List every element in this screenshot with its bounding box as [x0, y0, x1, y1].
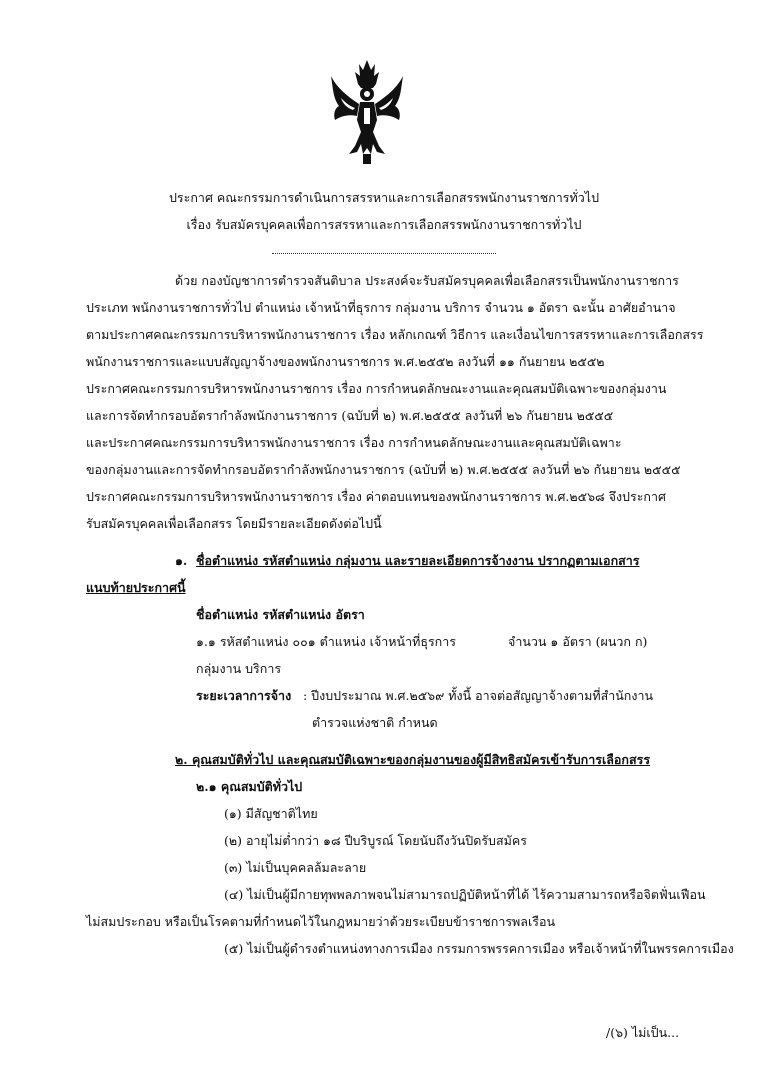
- announcement-subject: เรื่อง รับสมัครบุคคลเพื่อการสรรหาและการเลือกสรรพนักงานราชการทั่วไป: [186, 217, 582, 232]
- qualification-item-4: (๔) ไม่เป็นผู้มีกายทุพพลภาพจนไม่สามารถปฏิบัติหน้าที่ได้ ไร้ความสามารถหรือจิตฟั่นเฟือน: [224, 887, 706, 902]
- section-1-heading: ชื่อตำแหน่ง รหัสตำแหน่ง กลุ่มงาน และรายละเอียดการจ้างงาน ปรากฏตามเอกสาร: [196, 553, 640, 568]
- employment-period-text-cont: ตำรวจแห่งชาติ กำหนด: [312, 715, 438, 730]
- employment-period-label: ระยะเวลาการจ้าง: [196, 688, 292, 703]
- intro-line-7: และประกาศคณะกรรมการบริหารพนักงานราชการ เรื่อง การกำหนดลักษณะงานและคุณสมบัติเฉพาะ: [86, 435, 622, 450]
- qualification-item-1: (๑) มีสัญชาติไทย: [224, 806, 318, 821]
- intro-line-5: ประกาศคณะกรรมการบริหารพนักงานราชการ เรื่อง การกำหนดลักษณะงานและคุณสมบัติเฉพาะของกลุ่มงาน: [86, 381, 667, 396]
- section-1-heading-cont: แนบท้ายประกาศนี้: [86, 580, 186, 595]
- intro-line-2: ประเภท พนักงานราชการทั่วไป ตำแหน่ง เจ้าหน้าที่ธุรการ กลุ่มงาน บริการ จำนวน ๑ อัตรา ฉะนั้น อาศัยอำนาจ: [86, 300, 676, 315]
- intro-line-1: ด้วย กองบัญชาการตำรวจสันติบาล ประสงค์จะรับสมัครบุคคลเพื่อเลือกสรรเป็นพนักงานราชการ: [175, 273, 679, 288]
- intro-line-4: พนักงานราชการและแบบสัญญาจ้างของพนักงานราชการ พ.ศ.๒๕๕๒ ลงวันที่ ๑๑ กันยายน ๒๕๕๒: [86, 354, 605, 369]
- intro-line-9: ประกาศคณะกรรมการบริหารพนักงานราชการ เรื่อง ค่าตอบแทนของพนักงานราชการ พ.ศ.๒๕๖๘ จึงประกาศ: [86, 489, 666, 504]
- employment-period-text: : ปีงบประมาณ พ.ศ.๒๕๖๙ ทั้งนี้ อาจต่อสัญญาจ้างตามที่สำนักงาน: [303, 688, 654, 703]
- title-separator: [272, 253, 496, 254]
- qualification-item-3: (๓) ไม่เป็นบุคคลล้มละลาย: [224, 860, 367, 875]
- intro-line-3: ตามประกาศคณะกรรมการบริหารพนักงานราชการ เรื่อง หลักเกณฑ์ วิธีการ และเงื่อนไขการสรรหาและการเลือกสรร: [86, 327, 704, 342]
- qualification-item-2: (๒) อายุไม่ต่ำกว่า ๑๘ ปีบริบูรณ์ โดยนับถึงวันปิดรับสมัคร: [224, 833, 527, 848]
- garuda-emblem-icon: [327, 58, 407, 166]
- position-quota: จำนวน ๑ อัตรา (ผนวก ก): [508, 634, 648, 649]
- position-line: ๑.๑ รหัสตำแหน่ง ๐๐๑ ตำแหน่ง เจ้าหน้าที่ธุรการ: [196, 634, 456, 649]
- intro-line-8: ของกลุ่มงานและการจัดทำกรอบอัตรากำลังพนักงานราชการ (ฉบับที่ ๒) พ.ศ.๒๕๕๕ ลงวันที่ ๒๖ กันยายน ๒๕๕๕: [86, 462, 681, 477]
- qualification-item-4-cont: ไม่สมประกอบ หรือเป็นโรคตามที่กำหนดไว้ในกฎหมายว่าด้วยระเบียบข้าราชการพลเรือน: [86, 914, 556, 929]
- general-qualifications-heading: ๒.๑ คุณสมบัติทั่วไป: [196, 779, 303, 794]
- qualification-item-5: (๕) ไม่เป็นผู้ดำรงตำแหน่งทางการเมือง กรรมการพรรคการเมือง หรือเจ้าหน้าที่ในพรรคการเมือง: [224, 941, 734, 956]
- announcement-title: ประกาศ คณะกรรมการดำเนินการสรรหาและการเลือกสรรพนักงานราชการทั่วไป: [169, 190, 599, 205]
- section-2-heading: ๒. คุณสมบัติทั่วไป และคุณสมบัติเฉพาะของกลุ่มงานของผู้มีสิทธิสมัครเข้ารับการเลือกสรร: [175, 752, 651, 767]
- intro-line-10: รับสมัครบุคคลเพื่อเลือกสรร โดยมีรายละเอียดดังต่อไปนี้: [86, 516, 382, 531]
- position-subheading: ชื่อตำแหน่ง รหัสตำแหน่ง อัตรา: [196, 607, 365, 622]
- intro-line-6: และการจัดทำกรอบอัตรากำลังพนักงานราชการ (ฉบับที่ ๒) พ.ศ.๒๕๕๕ ลงวันที่ ๒๖ กันยายน ๒๕๕๕: [86, 408, 614, 423]
- position-group: กลุ่มงาน บริการ: [196, 661, 282, 676]
- page-continuation: /(๖) ไม่เป็น...: [606, 1025, 680, 1040]
- section-1-number: ๑.: [175, 553, 188, 568]
